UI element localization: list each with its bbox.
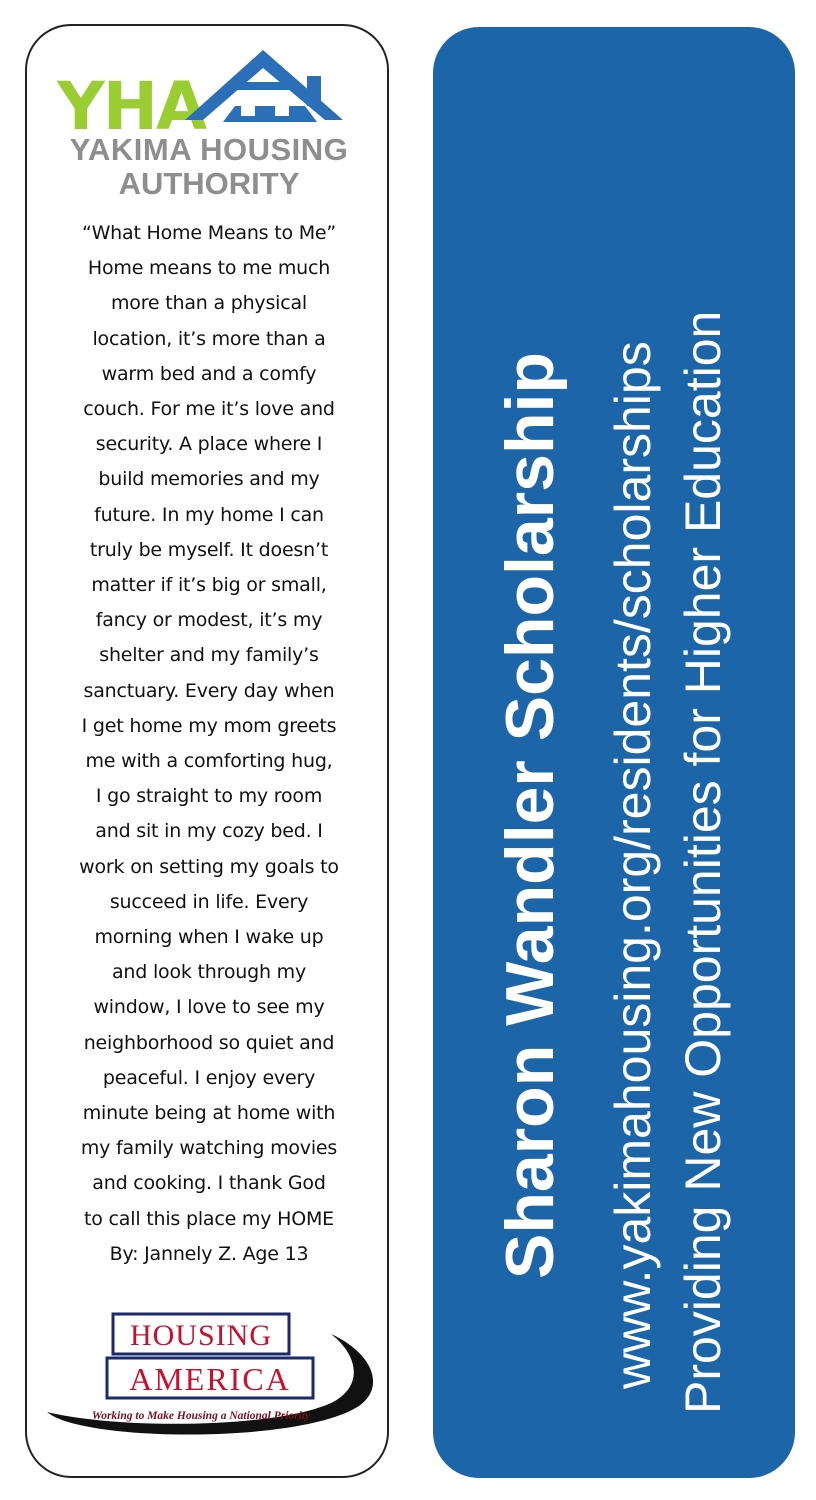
yha-logo-letters: YHA: [57, 68, 206, 145]
essay-line: “What Home Means to Me”: [81, 222, 337, 244]
essay-line: me with a comforting hug,: [85, 750, 333, 773]
yha-name-line1: YAKIMA HOUSING: [69, 132, 349, 167]
essay-line: my family watching movies: [80, 1137, 338, 1160]
essay-author: By: Jannely Z. Age 13: [109, 1242, 309, 1265]
essay-line: work on setting my goals to: [79, 855, 339, 878]
essay-line: and sit in my cozy bed. I: [95, 820, 323, 843]
essay-line: peaceful. I enjoy every: [102, 1066, 316, 1089]
essay-line: morning when I wake up: [94, 926, 324, 949]
essay-line: security. A place where I: [95, 433, 323, 456]
scholarship-bookmark: [433, 27, 795, 1478]
essay-line: more than a physical: [110, 292, 308, 315]
essay-line: shelter and my family’s: [99, 644, 319, 667]
scholarship-url[interactable]: www.yakimahousing.org/residents/scholarships: [605, 341, 661, 1389]
essay-line: location, it’s more than a: [92, 327, 326, 350]
housing-america-logo: [41, 1294, 381, 1454]
essay-line: I get home my mom greets: [81, 714, 337, 737]
essay-line: I go straight to my room: [95, 785, 323, 808]
essay-line: succeed in life. Every: [109, 890, 309, 913]
essay-line: window, I love to see my: [93, 996, 325, 1019]
essay-text: [37, 216, 381, 1272]
essay-line: matter if it’s big or small,: [91, 574, 327, 597]
essay-line: minute being at home with: [82, 1102, 336, 1125]
essay-line: warm bed and a comfy: [101, 362, 317, 385]
scholarship-title: Sharon Wandler Scholarship: [492, 352, 568, 1279]
essay-line: neighborhood so quiet and: [83, 1031, 335, 1054]
housing-america-word2: AMERICA: [129, 1361, 291, 1397]
house-roof-icon: [175, 42, 355, 142]
yha-name-line2: AUTHORITY: [118, 166, 300, 201]
housing-america-word1: HOUSING: [130, 1319, 272, 1352]
scholarship-tagline: Providing New Opportunities for Higher Education: [675, 310, 731, 1414]
essay-line: and cooking. I thank God: [92, 1172, 326, 1195]
essay-line: Home means to me much: [87, 257, 331, 280]
essay-line: and look through my: [111, 961, 306, 984]
essay-bookmark: [25, 24, 389, 1478]
essay-line: truly be myself. It doesn’t: [89, 538, 329, 561]
essay-line: to call this place my HOME: [84, 1207, 334, 1230]
essay-line: couch. For me it’s love and: [83, 398, 335, 421]
essay-line: sanctuary. Every day when: [83, 679, 335, 702]
essay-line: future. In my home I can: [94, 503, 324, 526]
housing-america-tagline: Working to Make Housing a National Priority: [91, 1410, 311, 1422]
essay-line: build memories and my: [98, 468, 320, 491]
essay-line: fancy or modest, it’s my: [95, 609, 323, 632]
